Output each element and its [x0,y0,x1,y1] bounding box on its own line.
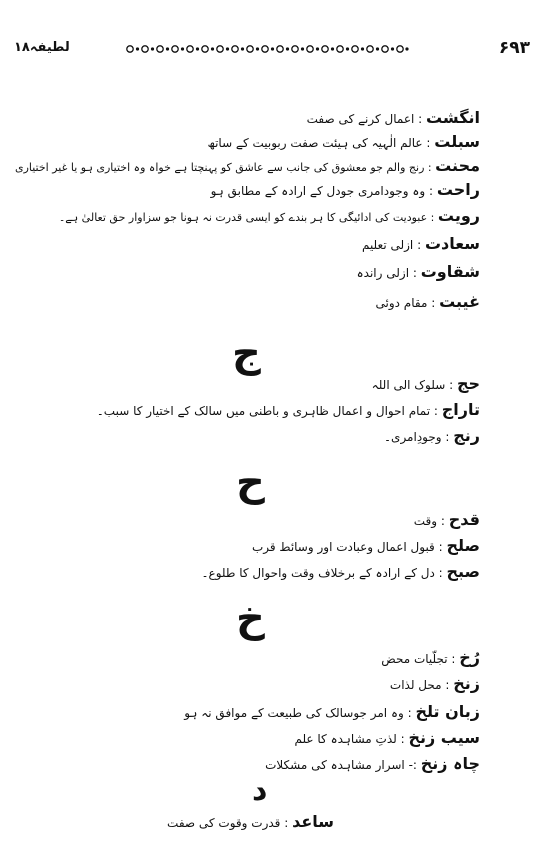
running-title: لطیفہ۱۸ [14,40,70,55]
page-header [0,38,540,62]
entry-separator: : [447,652,460,666]
entry-term: زنخ [453,674,480,693]
glossary-entry [252,538,480,554]
entry-definition: وجودِامری۔ [384,430,442,444]
entry-separator: : [427,296,440,310]
entry-term: راحت [436,180,480,199]
entry-definition: سلوک الی اللہ [371,378,446,392]
entry-separator: : [430,404,442,418]
entry-separator: : [424,161,436,174]
entry-definition: تمام احوال و اعمال ظاہری و باطنی میں سالک کے اختیار کا سبب۔ [96,404,431,418]
entry-term: رویت [437,206,480,225]
entry-separator: : [422,136,435,150]
glossary-entry [381,650,480,666]
entry-definition: تجلّیات محض [381,652,448,666]
entry-definition: وہ وجودامری جودل کے ارادہ کے مطابق ہو [210,184,426,198]
entry-separator: : [413,238,425,252]
glossary-entry [265,756,480,772]
entry-separator: : [414,112,426,126]
glossary-entry [362,236,480,252]
entry-definition: وقت [413,514,438,528]
page-number: ۶۹۳ [498,38,530,58]
entry-definition: ازلی راندہ [356,266,410,280]
entry-term: ساعد [292,812,334,831]
entry-definition: عالم الٰہیہ کی ہیئت صفت ربوبیت کے ساتھ [207,136,423,150]
entry-term: سیب زنخ [408,728,480,747]
entry-separator: : [403,706,416,720]
glossary-entry [414,512,480,528]
entry-separator: : [434,566,447,580]
entry-definition: دل کے ارادہ کے برخلاف وقت واحوال کا طلوع۔ [201,566,435,580]
glossary-entry [372,376,480,392]
entry-definition: مقام دوئی [375,296,428,310]
entry-term: صلح [446,536,480,555]
entry-term: محنت [435,156,480,175]
entry-term: قدح [448,510,480,529]
entry-separator: : [441,678,454,692]
glossary-entry [97,402,480,418]
entry-definition: رنج والم جو معشوق کی جانب سے عاشق کو پہنچتا ہے خواہ وہ اختیاری ہو یا غیر اختیاری [14,161,425,174]
entry-term: انگشت [425,108,480,127]
entry-definition: ازلی تعلیم [361,238,414,252]
glossary-entry [390,676,480,692]
glossary-entry [59,208,480,224]
entry-term: سبلت [434,132,480,151]
glossary-entry [307,110,480,126]
entry-term: صبح [446,562,480,581]
glossary-entry [167,814,334,830]
entry-definition: محل لذات [389,678,442,692]
entry-separator: : [441,430,454,444]
section-letter-heading: د [252,773,268,808]
glossary-entry [294,730,480,746]
entry-separator: : [437,514,449,528]
entry-term: تاراج [441,400,480,419]
entry-separator: : [280,816,293,830]
entry-definition: وہ امر جوسالک کی طبیعت کے موافق نہ ہو [184,706,404,720]
entry-separator: : [396,732,409,746]
section-letter-heading: ج [232,330,261,376]
section-letter-heading: ح [236,459,265,505]
entry-term: رنج [453,426,480,445]
glossary-entry [15,158,480,174]
entry-separator: : [427,211,438,224]
entry-separator: : [409,266,421,280]
entry-definition: قبول اعمال وعبادت اور وسائط قرب [251,540,435,554]
entry-definition: اسرار مشاہدہ کی مشکلات [265,758,405,772]
glossary-entry [376,294,481,310]
entry-term: زبان تلخ [415,702,480,721]
entry-term: غیبت [439,292,480,311]
entry-separator: : [434,540,447,554]
entry-term: شقاوت [420,262,480,281]
entry-separator: : [425,184,437,198]
glossary-entry [202,564,480,580]
glossary-entry [184,704,480,720]
entry-separator: : [445,378,457,392]
entry-definition: قدرت وقوت کی صفت [167,816,281,830]
entry-definition: عبودیت کی ادائیگی کا ہر بندے کو ایسی قدرت نہ ہونا جو سزاوار حق تعالیٰ ہے۔ [58,211,428,224]
header-ornament [125,42,410,56]
entry-term: رُخ [459,648,480,667]
entry-definition: اعمال کرنے کی صفت [306,112,415,126]
entry-separator: :- [404,758,421,772]
entry-term: سعادت [424,234,480,253]
entry-term: چاہ زنخ [420,754,480,773]
entry-term: حج [456,374,480,393]
glossary-entry [384,428,480,444]
glossary-entry [207,134,480,150]
glossary-entry [211,182,480,198]
glossary-entry [357,264,480,280]
entry-definition: لذتِ مشاہدہ کا علم [294,732,397,746]
section-letter-heading: خ [236,595,265,641]
